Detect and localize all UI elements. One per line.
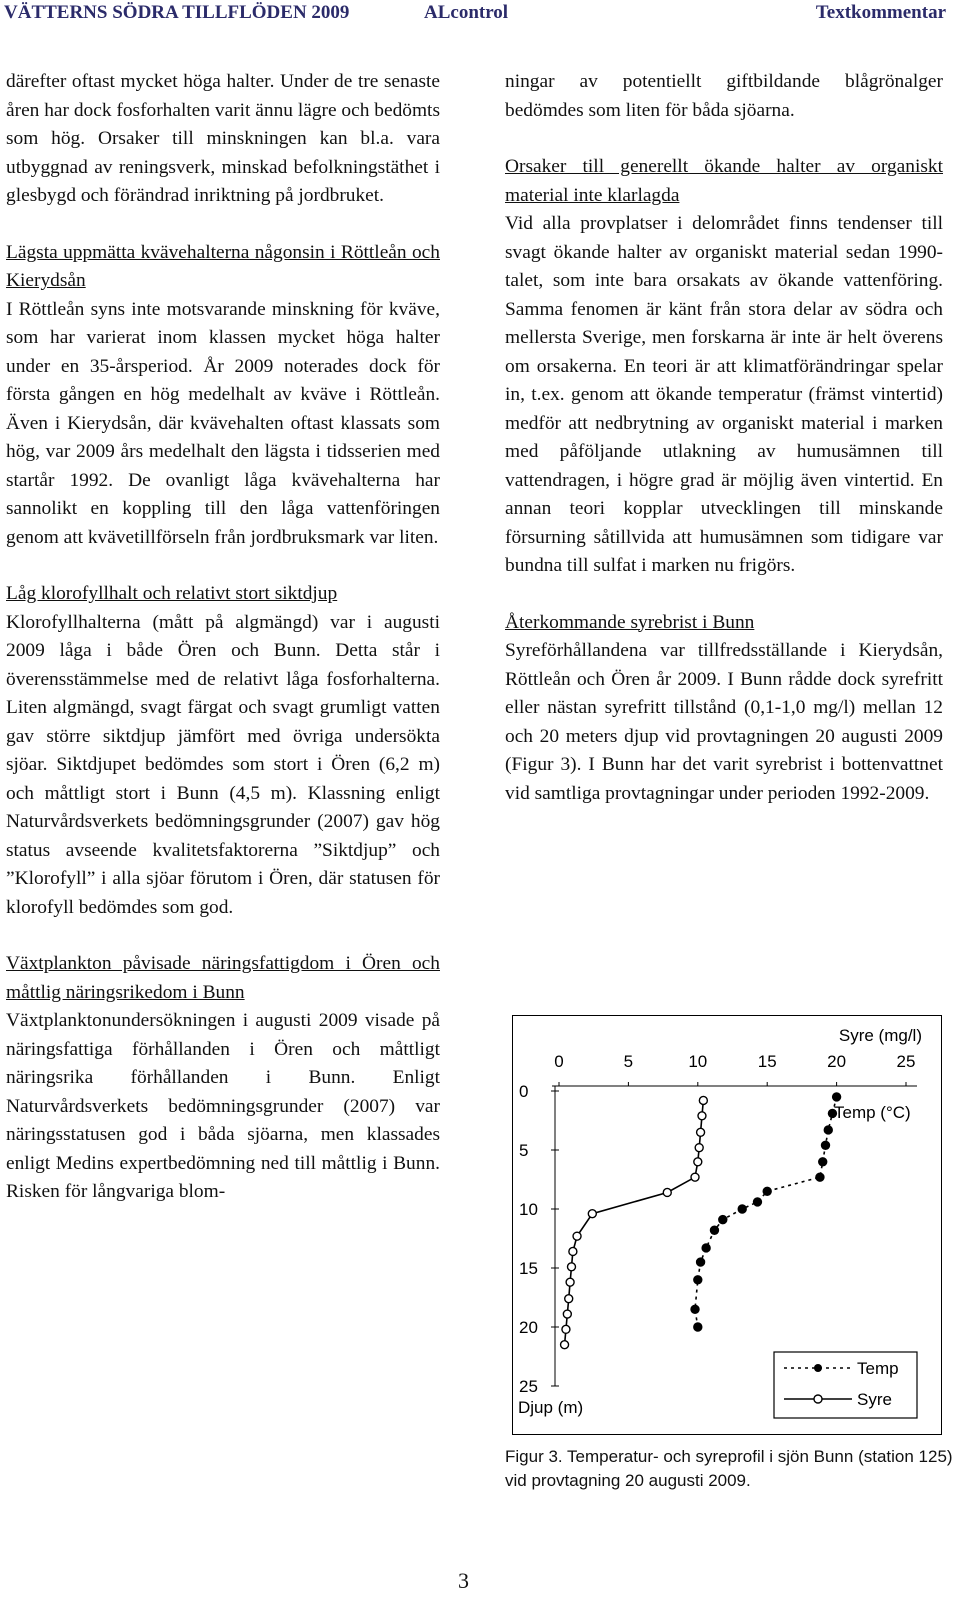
heading-organiskt: Orsaker till generellt ökande halter av organiskt material inte klarlagda xyxy=(505,156,943,206)
x-tick-label: 0 xyxy=(554,1052,564,1071)
paragraph-organiskt: Vid alla provplatser i delområdet finns tendenser till svagt ökande halter av organiskt material sedan 1990-talet, som inte bara orsakats av ökande vattenföring. Samma fenomen är känt från stora delar av södra och mellersta Sverige, men forskarna är inte är helt överens om orsakerna. En teori är att klimatförändringar spelar in, t.ex. genom att ökande temperatur (främst vintertid) medför att nedbrytning av organiskt material i marken med påföljande utlakning av humusämnen till vattendragen, i högre grad är möjlig även vintertid. En annan teori kopplar utvecklingen till minskande försurning såtillvida att humusämnen som tidigare var bundna till sulfat i marken nu frigörs. xyxy=(505,213,943,576)
legend xyxy=(774,1352,917,1418)
series-point-temp xyxy=(753,1198,761,1206)
series-point-temp xyxy=(694,1276,702,1284)
paragraph-syrebrist: Syreförhållandena var tillfredsställande i Kierydsån, Röttleån och Ören år 2009. I Bunn rådde dock syrefritt eller nästan syrefritt tillstånd (0,1-1,0 mg/l) mellan 12 och 20 meters djup vid provtagningen 20 augusti 2009 (Figur 3). I Bunn har det varit syrebrist i bottenvattnet vid samtliga provtagningar under perioden 1992-2009. xyxy=(505,640,943,804)
left-column xyxy=(6,68,440,1207)
series-point-syre xyxy=(663,1188,671,1196)
series-point-syre xyxy=(694,1158,702,1166)
x-tick-label: 20 xyxy=(827,1052,847,1071)
heading-syrebrist: Återkommande syrebrist i Bunn xyxy=(505,611,755,633)
y-tick-label: 5 xyxy=(519,1141,529,1160)
paragraph-vaxtplankton: Växtplanktonundersökningen i augusti 2009 visade på näringsfattiga förhållanden i Ören och måttligt näringsrika förhållanden i Bunn. Enligt Naturvårdsverkets bedömningsgrunder (2007) var näringsstatusen god i båda sjöarna, men klassades enligt Medins expertbedömning ned till måttlig i Bunn. Risken för långvariga blom- xyxy=(6,1010,440,1202)
legend-temp-marker xyxy=(814,1364,822,1372)
paragraph-continued: ningar av potentiellt giftbildande blågrönalger bedömdes som liten för båda sjöarna. xyxy=(505,71,943,121)
series-point-temp xyxy=(691,1305,699,1313)
series-point-temp xyxy=(833,1093,841,1101)
y-tick-label: 0 xyxy=(519,1082,529,1101)
heading-klorofyll: Låg klorofyllhalt och relativt stort siktdjup xyxy=(6,583,338,604)
x-tick-label: 10 xyxy=(688,1052,708,1071)
heading-kvave: Lägsta uppmätta kvävehalterna någonsin i Röttleån och Kierydsån xyxy=(6,241,440,291)
x-tick-label: 15 xyxy=(757,1052,777,1071)
paragraph-intro: därefter oftast mycket höga halter. Under de tre senaste åren har dock fosforhalten varit ännu lägre och bedömts som hög. Orsaker till minskningen kan bl.a. vara utbyggnad av reningsverk, minskad befolkningstäthet i glesbygd och förändrad inriktning på jordbruket. xyxy=(6,71,440,206)
temp-axis-label: Temp (°C) xyxy=(834,1103,911,1122)
header-company: ALcontrol xyxy=(424,2,509,23)
paragraph-klorofyll: Klorofyllhalterna (mått på algmängd) var i augusti 2009 låga i både Ören och Bunn. Detta står i överensstämmelse med de relativt låga fosforhalterna. Liten algmängd, svagt färgat och svagt grumligt vatten gav större siktdjup jämfört med övriga undersökta sjöar. Siktdjupet bedömdes som stort i Ören (6,2 m) och måttligt stort i Bunn (4,5 m). Klassning enligt Naturvårdsverkets bedömningsgrunder (2007) gav hög status avseende kvalitetsfaktorerna ”Siktdjup” och ”Klorofyll” i alla sjöar förutom i Ören, där statusen för klorofyll bedömdes som god. xyxy=(6,611,440,918)
series-point-temp xyxy=(816,1173,824,1181)
chart-svg xyxy=(512,1015,942,1435)
legend-syre-marker xyxy=(814,1395,822,1403)
header-report-title: VÄTTERNS SÖDRA TILLFLÖDEN 2009 xyxy=(4,2,350,23)
series-point-syre xyxy=(695,1144,703,1152)
series-point-syre xyxy=(573,1232,581,1240)
x-tick-label: 25 xyxy=(896,1052,916,1071)
series-point-syre xyxy=(567,1263,575,1271)
series-point-temp xyxy=(697,1258,705,1266)
series-point-syre xyxy=(588,1210,596,1218)
series-point-syre xyxy=(699,1096,707,1104)
series-point-syre xyxy=(569,1247,577,1255)
series-point-syre xyxy=(562,1325,570,1333)
series-point-temp xyxy=(819,1158,827,1166)
series-point-syre xyxy=(561,1341,569,1349)
series-point-temp xyxy=(710,1226,718,1234)
page-header xyxy=(0,0,960,36)
y-tick-label: 15 xyxy=(519,1259,538,1278)
header-section: Textkommentar xyxy=(815,2,946,23)
y-tick-label: 20 xyxy=(519,1318,538,1337)
paragraph-kvave: I Röttleån syns inte motsvarande minskning för kväve, som har varierat inom klassen mycket höga halter under en 35-årsperiod. År 2009 noterades dock för första gången en hög medelhalt av kväve i Röttleån. Även i Kierydsån, där kvävehalten oftast klassats som hög, var 2009 års medelhalt den lägsta i tidsserien med startår 1992. De ovanligt låga kvävehalterna har sannolikt en koppling till den låga vattenföringen genom att kvävetillförseln från jordbruksmark var liten. xyxy=(6,298,440,548)
y-tick-label: 25 xyxy=(519,1377,538,1396)
series-point-temp xyxy=(719,1216,727,1224)
series-point-temp xyxy=(821,1141,829,1149)
series-point-syre xyxy=(566,1278,574,1286)
series-point-temp xyxy=(824,1126,832,1134)
series-point-temp xyxy=(738,1205,746,1213)
series-point-syre xyxy=(691,1173,699,1181)
series-point-syre xyxy=(697,1128,705,1136)
series-point-syre xyxy=(563,1310,571,1318)
x-axis-title: Syre (mg/l) xyxy=(838,1026,922,1045)
page-number: 3 xyxy=(458,1568,469,1593)
series-point-syre xyxy=(698,1112,706,1120)
x-tick-label: 5 xyxy=(623,1052,634,1071)
heading-vaxtplankton: Växtplankton påvisade näringsfattigdom i Ören och måttlig näringsrikedom i Bunn xyxy=(6,953,440,1003)
legend-syre-label: Syre xyxy=(857,1390,892,1409)
legend-temp-label: Temp xyxy=(857,1359,899,1378)
y-axis-title: Djup (m) xyxy=(518,1398,584,1417)
figure-temp-syre-profile xyxy=(512,1015,942,1435)
right-column xyxy=(505,68,943,808)
figure-caption: Figur 3. Temperatur- och syreprofil i sjön Bunn (station 125) vid provtagning 20 augusti 2009. xyxy=(505,1447,953,1490)
series-point-temp xyxy=(763,1187,771,1195)
y-tick-label: 10 xyxy=(519,1200,538,1219)
series-point-temp xyxy=(694,1323,702,1331)
series-point-temp xyxy=(702,1244,710,1252)
series-point-syre xyxy=(565,1295,573,1303)
